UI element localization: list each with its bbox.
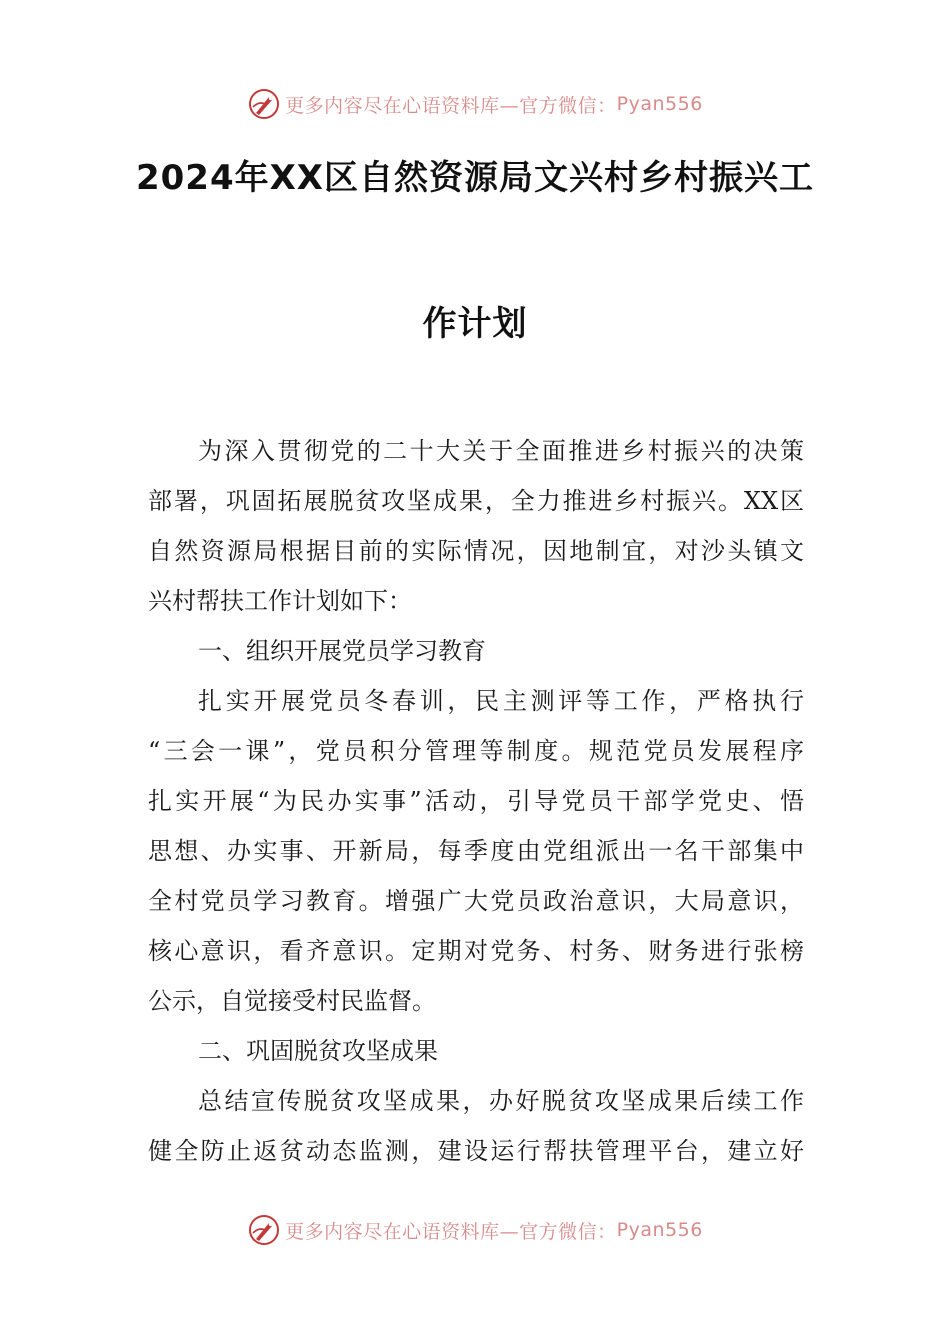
- body-line: 部署，巩固拓展脱贫攻坚成果，全力推进乡村振兴。XX区: [148, 487, 804, 515]
- pen-nib-logo-icon: [247, 87, 281, 121]
- body-line: 总结宣传脱贫攻坚成果，办好脱贫攻坚成果后续工作: [198, 1087, 804, 1115]
- body-line: 自然资源局根据目前的实际情况，因地制宜，对沙头镇文: [148, 537, 804, 565]
- footer-watermark: [0, 1210, 950, 1250]
- body-line: 为深入贯彻党的二十大关于全面推进乡村振兴的决策: [198, 437, 804, 465]
- document-title-line-2: 作计划: [422, 304, 528, 344]
- section-heading-2: 二、巩固脱贫攻坚成果: [198, 1037, 438, 1065]
- watermark-contact: Pyan556: [616, 93, 703, 115]
- section-heading-1: 一、组织开展党员学习教育: [198, 637, 486, 665]
- body-line: 全村党员学习教育。增强广大党员政治意识，大局意识，: [148, 887, 804, 915]
- watermark-contact: Pyan556: [616, 1219, 703, 1241]
- pen-nib-logo-icon: [247, 1213, 281, 1247]
- body-line: 核心意识，看齐意识。定期对党务、村务、财务进行张榜: [148, 937, 804, 965]
- body-line: 公示，自觉接受村民监督。: [148, 987, 436, 1015]
- watermark-text: 更多内容尽在心语资料库—官方微信：: [285, 94, 617, 117]
- body-line: 扎实开展“为民办实事”活动，引导党员干部学党史、悟: [148, 787, 804, 815]
- document-body: [148, 426, 804, 1176]
- watermark-text: 更多内容尽在心语资料库—官方微信：: [285, 1220, 617, 1243]
- body-line: 健全防止返贫动态监测，建设运行帮扶管理平台，建立好: [148, 1137, 804, 1165]
- body-line: 思想、办实事、开新局，每季度由党组派出一名干部集中: [148, 837, 804, 865]
- header-watermark: [0, 84, 950, 124]
- document-title-line-1: 2024年XX区自然资源局文兴村乡村振兴工: [135, 158, 815, 198]
- body-line: 扎实开展党员冬春训，民主测评等工作，严格执行: [198, 687, 804, 715]
- body-line: “三会一课”，党员积分管理等制度。规范党员发展程序: [148, 737, 804, 765]
- body-line: 兴村帮扶工作计划如下：: [148, 587, 412, 615]
